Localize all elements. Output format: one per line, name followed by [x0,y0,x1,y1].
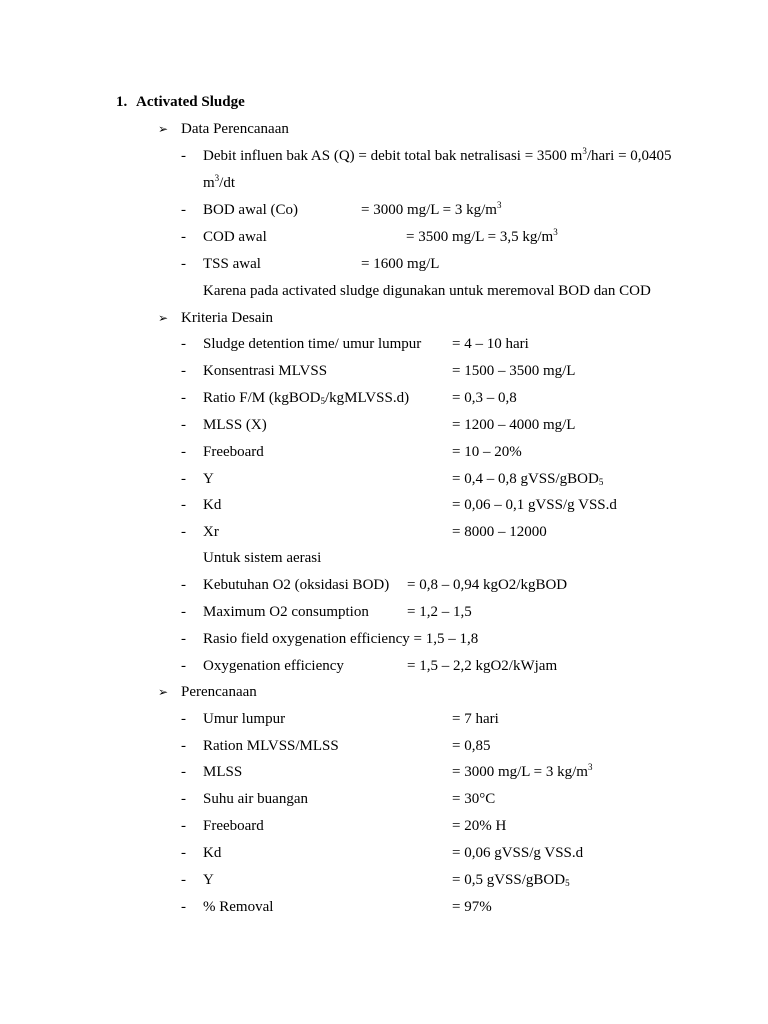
note-text: Karena pada activated sludge digunakan untuk meremoval BOD dan COD [203,283,651,299]
criteria-value: = 10 – 20% [452,444,522,460]
ratio-label-sub: 5 [320,396,326,406]
dash-bullet: - [181,818,186,834]
aerasi-label: Kebutuhan O2 (oksidasi BOD) [203,577,390,593]
criteria-label: Konsentrasi MLVSS [203,363,328,379]
dash-bullet: - [181,202,186,218]
criteria-value: = 1500 – 3500 mg/L [452,363,576,379]
criteria-value: = 0,3 – 0,8 [452,390,517,406]
ratio-label-pre: Ratio F/M (kgBOD [203,390,321,406]
arrow-bullet-icon: ➢ [158,122,169,136]
bod-label: BOD awal (Co) [203,202,298,218]
heading-title: Activated Sludge [136,94,245,110]
dash-bullet: - [181,471,186,487]
subsection-title-data-perencanaan: Data Perencanaan [181,121,289,137]
debit-text: Debit influen bak AS (Q) = debit total bak netralisasi = 3500 m [203,148,583,164]
bod-value-text: = 3000 mg/L = 3 kg/m [361,202,497,218]
plan-label: % Removal [203,899,274,915]
criteria-label: Y [203,471,214,487]
plan-value: = 30°C [452,791,496,807]
aerasi-title: Untuk sistem aerasi [203,550,322,566]
criteria-value: = 8000 – 12000 [452,524,547,540]
aerasi-value: = 1,2 – 1,5 [407,604,472,620]
heading-number: 1. [116,94,128,110]
dash-bullet: - [181,711,186,727]
tss-value: = 1600 mg/L [361,256,440,272]
plan-value: = 0,06 gVSS/g VSS.d [452,845,584,861]
debit-unit-sup: 3 [214,173,220,183]
aerasi-value: = 0,8 – 0,94 kgO2/kgBOD [407,577,568,593]
y-plan-value-sub: 5 [565,878,570,888]
arrow-bullet-icon: ➢ [158,685,169,699]
aerasi-label: Oxygenation efficiency [203,658,344,674]
dash-bullet: - [181,658,186,674]
dash-bullet: - [181,444,186,460]
dash-bullet: - [181,417,186,433]
plan-label: Freeboard [203,818,264,834]
dash-bullet: - [181,363,186,379]
dash-bullet: - [181,604,186,620]
debit-sup: 3 [582,146,587,156]
mlss-value-pre: = 3000 mg/L = 3 kg/m [452,764,588,780]
dash-bullet: - [181,899,186,915]
debit-line [203,147,672,165]
y-value-pre: = 0,4 – 0,8 gVSS/gBOD [452,471,599,487]
bod-value-sup: 3 [496,200,502,210]
dash-bullet: - [181,738,186,754]
plan-value: = 0,85 [452,738,491,754]
debit-unit-rest: /dt [219,175,236,191]
criteria-label: Xr [203,524,219,540]
criteria-label: MLSS (X) [203,417,267,433]
dash-bullet: - [181,497,186,513]
cod-value-text: = 3500 mg/L = 3,5 kg/m [406,229,554,245]
tss-label: TSS awal [203,256,261,272]
aerasi-value: = 1,5 – 2,2 kgO2/kWjam [407,658,558,674]
dash-bullet: - [181,524,186,540]
plan-label: Suhu air buangan [203,791,308,807]
criteria-label: Kd [203,497,222,513]
section-heading [116,93,245,111]
plan-label: Ration MLVSS/MLSS [203,738,339,754]
arrow-bullet-icon: ➢ [158,311,169,325]
ratio-label-post: /kgMLVSS.d) [325,390,410,406]
dash-bullet: - [181,631,186,647]
dash-bullet: - [181,845,186,861]
debit-unit: m [203,175,215,191]
plan-value [452,763,592,781]
plan-label: Umur lumpur [203,711,286,727]
dash-bullet: - [181,390,186,406]
criteria-value: = 4 – 10 hari [452,336,529,352]
dash-bullet: - [181,336,186,352]
cod-value [406,228,558,246]
subsection-title-kriteria-desain: Kriteria Desain [181,310,274,326]
debit-text-2: /hari = 0,0405 [586,148,672,164]
plan-label: Kd [203,845,222,861]
dash-bullet: - [181,577,186,593]
subsection-title-perencanaan: Perencanaan [181,684,257,700]
criteria-label [203,389,409,407]
cod-value-sup: 3 [553,227,558,237]
dash-bullet: - [181,791,186,807]
plan-value: = 97% [452,899,492,915]
debit-line-2 [203,174,235,192]
plan-label: Y [203,872,214,888]
dash-bullet: - [181,256,186,272]
dash-bullet: - [181,764,186,780]
aerasi-label: Maximum O2 consumption [203,604,369,620]
criteria-label: Sludge detention time/ umur lumpur [203,336,422,352]
criteria-label: Freeboard [203,444,264,460]
dash-bullet: - [181,229,186,245]
plan-value: = 20% H [452,818,507,834]
y-value-sub: 5 [598,477,604,487]
criteria-value: = 1200 – 4000 mg/L [452,417,576,433]
mlss-value-sup: 3 [587,762,593,772]
plan-label: MLSS [203,764,243,780]
bod-value [361,201,501,219]
cod-label: COD awal [203,229,267,245]
dash-bullet: - [181,148,186,164]
dash-bullet: - [181,872,186,888]
plan-value [452,871,570,889]
criteria-value [452,470,603,488]
aerasi-text: Rasio field oxygenation efficiency = 1,5 – 1,8 [203,631,479,647]
y-plan-value-pre: = 0,5 gVSS/gBOD [452,872,566,888]
plan-value: = 7 hari [452,711,499,727]
criteria-value: = 0,06 – 0,1 gVSS/g VSS.d [452,497,617,513]
